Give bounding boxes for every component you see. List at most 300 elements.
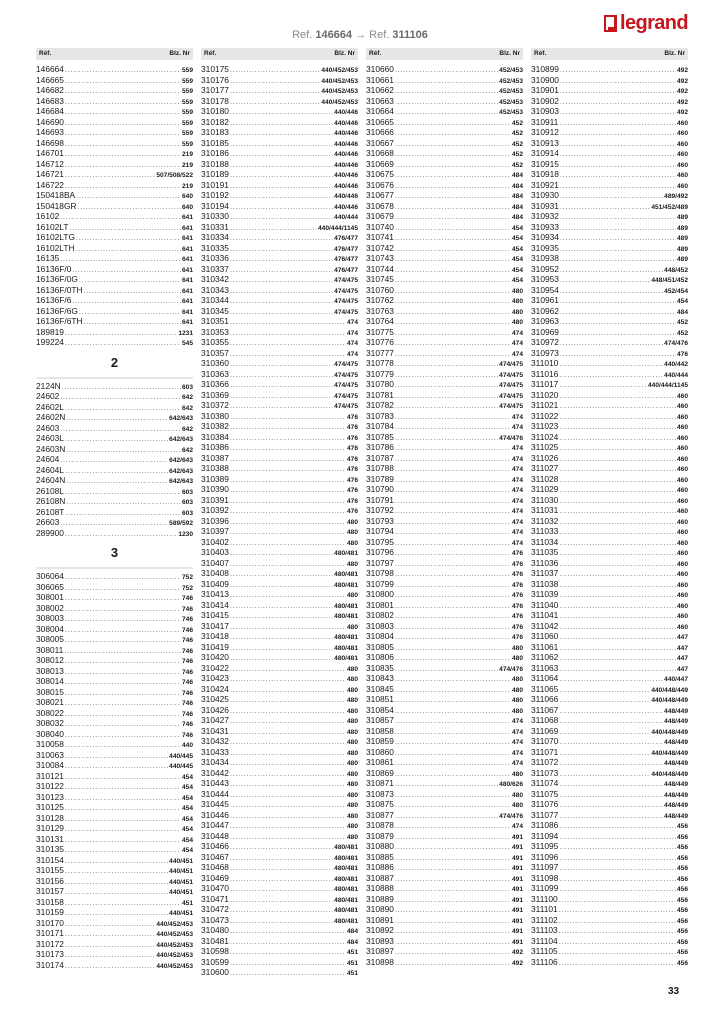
reference-number: 310342 xyxy=(201,274,229,284)
page-reference: 452 xyxy=(676,329,688,337)
dot-leader xyxy=(65,888,168,899)
dot-leader xyxy=(559,402,676,413)
dot-leader xyxy=(559,360,663,371)
index-entry xyxy=(531,946,688,957)
page-reference: 492 xyxy=(511,949,523,956)
dot-leader xyxy=(395,255,511,266)
page-reference: 641 xyxy=(181,319,193,326)
dot-leader xyxy=(559,465,676,476)
reference-number: 311074 xyxy=(531,778,559,788)
reference-number: 146665 xyxy=(36,74,64,85)
reference-number: 311099 xyxy=(531,883,559,893)
page-reference: 440/445 xyxy=(169,763,193,770)
page-reference: 448/449 xyxy=(664,791,688,799)
reference-number: 308040 xyxy=(36,728,64,739)
dot-leader xyxy=(65,783,181,794)
page-reference: 492 xyxy=(676,77,688,85)
reference-number: 24603L xyxy=(36,433,64,443)
dot-leader xyxy=(65,636,181,647)
page-reference: 456 xyxy=(676,886,688,893)
index-entry xyxy=(201,411,358,422)
reference-number: 308002 xyxy=(36,602,64,613)
page-reference: 480 xyxy=(346,739,358,746)
page-reference: 642/643 xyxy=(169,436,193,443)
index-entry xyxy=(201,390,358,401)
dot-leader xyxy=(559,612,676,623)
index-entry xyxy=(36,655,193,666)
dot-leader xyxy=(230,476,346,487)
dot-leader xyxy=(395,581,511,592)
dot-leader xyxy=(65,794,181,805)
dot-leader xyxy=(395,623,511,634)
dot-leader xyxy=(559,959,676,970)
index-entry xyxy=(201,264,358,275)
reference-number: 310425 xyxy=(201,694,229,704)
index-entry xyxy=(36,75,193,86)
dot-leader xyxy=(559,686,650,697)
index-entry xyxy=(366,621,523,632)
reference-number: 310389 xyxy=(201,473,229,484)
index-entry xyxy=(201,190,358,201)
reference-number: 24602N xyxy=(36,412,66,422)
page-reference: 489 xyxy=(676,235,688,242)
reference-number: 24603N xyxy=(36,443,66,454)
reference-number: 310345 xyxy=(201,305,229,316)
index-entry xyxy=(366,306,523,317)
dot-leader xyxy=(65,815,181,826)
index-entry xyxy=(366,757,523,768)
index-entry xyxy=(531,705,688,716)
dot-leader xyxy=(395,224,511,235)
reference-number: 310669 xyxy=(366,158,394,169)
reference-number: 311106 xyxy=(531,956,558,967)
index-entry xyxy=(36,117,193,128)
index-entry xyxy=(36,592,193,603)
dot-leader xyxy=(230,360,333,371)
reference-number: 310912 xyxy=(531,127,559,137)
index-column-4 xyxy=(531,48,688,978)
page-reference: 641 xyxy=(181,308,193,316)
page-reference: 484 xyxy=(511,193,523,200)
index-entry xyxy=(36,85,193,96)
dot-leader xyxy=(65,752,168,763)
reference-number: 26108N xyxy=(36,496,66,506)
dot-leader xyxy=(559,875,676,886)
dot-leader xyxy=(78,203,181,214)
reference-number: 311094 xyxy=(531,830,559,841)
index-entry xyxy=(366,75,523,86)
page-reference: 480/481 xyxy=(334,655,358,662)
reference-number: 310899 xyxy=(531,64,559,74)
index-entry xyxy=(366,516,523,527)
reference-number: 310743 xyxy=(366,253,394,263)
dot-leader xyxy=(559,413,676,424)
reference-number: 2124N xyxy=(36,380,61,391)
index-entry xyxy=(531,474,688,485)
reference-number: 310172 xyxy=(36,938,64,949)
index-entry xyxy=(531,862,688,873)
dot-leader xyxy=(395,318,511,329)
entry-list xyxy=(36,381,193,539)
reference-number: 310382 xyxy=(201,421,229,431)
dot-leader xyxy=(560,87,676,98)
reference-number: 310930 xyxy=(531,190,559,200)
page-reference: 474 xyxy=(511,455,523,463)
dot-leader xyxy=(560,140,676,151)
index-entry xyxy=(366,348,523,359)
page-reference: 642 xyxy=(181,394,193,401)
index-entry xyxy=(36,433,193,444)
index-entry xyxy=(201,589,358,600)
index-entry xyxy=(36,169,193,180)
reference-number: 310893 xyxy=(366,935,394,946)
page-reference: 447 xyxy=(676,644,688,652)
page-reference: 491 xyxy=(511,886,523,893)
dot-leader xyxy=(64,647,181,658)
reference-number: 310661 xyxy=(366,74,394,85)
page-reference: 492 xyxy=(676,88,688,95)
dot-leader xyxy=(395,360,498,371)
dot-leader xyxy=(560,297,676,308)
page-reference: 480 xyxy=(511,686,523,694)
page-reference: 448/449 xyxy=(664,781,688,788)
reference-number: 310363 xyxy=(201,368,229,379)
reference-number: 16102LTH xyxy=(36,242,75,253)
reference-number: 310122 xyxy=(36,781,64,791)
dot-leader xyxy=(395,497,511,508)
dot-leader xyxy=(395,780,498,791)
reference-number: 310084 xyxy=(36,760,64,770)
dot-leader xyxy=(230,770,346,781)
dot-leader xyxy=(230,896,333,907)
index-entry xyxy=(201,306,358,317)
dot-leader xyxy=(230,140,333,151)
reference-number: 310434 xyxy=(201,757,229,767)
reference-number: 16102LTG xyxy=(36,232,75,242)
reference-number: 310384 xyxy=(201,431,229,442)
reference-number: 310480 xyxy=(201,925,229,935)
page-reference: 448/449 xyxy=(664,707,688,715)
dot-leader xyxy=(559,560,676,571)
dot-leader xyxy=(395,696,511,707)
page-reference: 452/453 xyxy=(499,109,523,116)
index-entry xyxy=(36,402,193,413)
dot-leader xyxy=(395,161,511,172)
dot-leader xyxy=(395,476,511,487)
page-reference: 492 xyxy=(676,109,688,116)
dot-leader xyxy=(230,497,346,508)
page-reference: 642 xyxy=(181,425,193,433)
reference-number: 311010 xyxy=(531,358,559,368)
index-entry xyxy=(531,715,688,726)
page-reference: 484 xyxy=(511,203,523,211)
index-entry xyxy=(366,148,523,159)
page-reference: 474 xyxy=(511,487,523,494)
index-entry xyxy=(531,180,688,191)
index-entry xyxy=(36,486,193,497)
dot-leader xyxy=(65,741,181,752)
index-entry xyxy=(366,358,523,369)
page-reference: 642 xyxy=(181,446,193,454)
reference-number: 146693 xyxy=(36,127,64,137)
reference-number: 310185 xyxy=(201,137,229,148)
index-entry xyxy=(366,768,523,779)
dot-leader xyxy=(395,738,511,749)
reference-number: 311028 xyxy=(531,473,559,484)
column-header xyxy=(531,48,688,60)
index-entry xyxy=(201,316,358,327)
dot-leader xyxy=(395,66,498,77)
dot-leader xyxy=(560,266,663,277)
dot-leader xyxy=(559,444,676,455)
page-reference: 474 xyxy=(511,823,523,830)
reference-number: 310677 xyxy=(366,190,394,200)
index-entry xyxy=(201,148,358,159)
index-entry xyxy=(366,631,523,642)
reference-number: 16136F/6TH xyxy=(36,316,83,326)
page-reference: 476 xyxy=(346,455,358,463)
reference-number: 310174 xyxy=(36,959,64,970)
index-entry xyxy=(201,201,358,212)
page-reference: 456 xyxy=(676,959,688,967)
index-entry xyxy=(366,873,523,884)
reference-number: 308004 xyxy=(36,623,64,634)
dot-leader xyxy=(65,699,181,710)
dot-leader xyxy=(230,434,346,445)
dot-leader xyxy=(66,477,168,488)
page-reference: 476 xyxy=(511,613,523,620)
page-reference: 559 xyxy=(181,77,193,85)
dot-leader xyxy=(60,456,168,467)
reference-number: 310175 xyxy=(201,64,229,74)
dot-leader xyxy=(559,644,676,655)
reference-number: 310372 xyxy=(201,400,229,410)
page-reference: 480 xyxy=(346,686,358,694)
index-entry xyxy=(366,537,523,548)
dot-leader xyxy=(65,161,181,172)
reference-number: 310902 xyxy=(531,95,559,106)
dot-leader xyxy=(395,444,511,455)
index-entry xyxy=(201,673,358,684)
page-reference: 474/475 xyxy=(499,382,523,389)
reference-number: 310887 xyxy=(366,872,394,883)
reference-number: 311068 xyxy=(531,715,559,725)
dot-leader xyxy=(560,245,676,256)
page-reference: 480 xyxy=(511,791,523,799)
index-entry xyxy=(531,442,688,453)
reference-number: 310679 xyxy=(366,211,394,221)
dot-leader xyxy=(395,759,511,770)
dot-leader xyxy=(65,710,181,721)
page-reference: 480/481 xyxy=(334,896,358,904)
index-entry xyxy=(531,127,688,138)
reference-number: 310431 xyxy=(201,725,229,736)
reference-number: 310913 xyxy=(531,137,559,148)
page-reference: 480 xyxy=(511,770,523,778)
logo-text: legrand xyxy=(620,12,689,34)
reference-number: 311076 xyxy=(531,799,559,809)
reference-number: 146664 xyxy=(36,64,64,74)
reference-number: 310861 xyxy=(366,757,394,767)
page-reference: 746 xyxy=(181,595,193,602)
index-entry xyxy=(531,495,688,506)
index-entry xyxy=(201,463,358,474)
index-entry xyxy=(36,507,193,518)
dot-leader xyxy=(65,762,168,773)
index-entry xyxy=(201,537,358,548)
dot-leader xyxy=(395,287,511,298)
dot-leader xyxy=(395,171,511,182)
reference-number: 310186 xyxy=(201,148,229,158)
index-entry xyxy=(366,862,523,873)
index-entry xyxy=(531,159,688,170)
index-entry xyxy=(36,232,193,243)
reference-number: 310740 xyxy=(366,221,394,232)
reference-number: 310183 xyxy=(201,127,229,137)
index-entry xyxy=(531,936,688,947)
index-entry xyxy=(531,138,688,149)
page-reference: 474 xyxy=(511,739,523,746)
reference-number: 311041 xyxy=(531,610,559,620)
page-reference: 440/446 xyxy=(334,193,358,200)
page-reference: 474/476 xyxy=(499,812,523,820)
page-reference: 460 xyxy=(676,497,688,505)
range-to: 311106 xyxy=(392,29,428,41)
index-entry xyxy=(36,381,193,392)
index-entry xyxy=(531,537,688,548)
dot-leader xyxy=(84,318,181,329)
index-entry xyxy=(531,211,688,222)
reference-number: 310776 xyxy=(366,337,394,347)
logo-mark-icon xyxy=(604,15,617,32)
index-entry xyxy=(36,211,193,222)
page-reference: 460 xyxy=(676,476,688,484)
dot-leader xyxy=(560,203,650,214)
dot-leader xyxy=(65,467,168,478)
index-entry xyxy=(36,96,193,107)
index-entry xyxy=(366,85,523,96)
page-reference: 456 xyxy=(676,833,688,841)
reference-number: 310355 xyxy=(201,337,229,347)
reference-number: 311101 xyxy=(531,904,558,914)
index-entry xyxy=(36,939,193,950)
index-entry xyxy=(531,75,688,86)
index-entry xyxy=(36,771,193,782)
reference-number: 310176 xyxy=(201,74,229,85)
dot-leader xyxy=(230,77,320,88)
index-entry xyxy=(366,316,523,327)
page-reference: 452/453 xyxy=(499,98,523,106)
index-entry xyxy=(36,813,193,824)
index-entry xyxy=(36,571,193,582)
index-entry xyxy=(531,736,688,747)
page-reference: 489 xyxy=(676,214,688,221)
index-entry xyxy=(201,558,358,569)
index-entry xyxy=(36,391,193,402)
dot-leader xyxy=(230,381,333,392)
reference-number: 310426 xyxy=(201,704,229,715)
reference-index xyxy=(36,48,688,978)
reference-number: 146698 xyxy=(36,137,64,148)
page-reference: 440/448/449 xyxy=(651,697,688,704)
reference-number: 16136F/0 xyxy=(36,263,72,274)
reference-number: 310878 xyxy=(366,820,394,830)
dot-leader xyxy=(559,749,650,760)
index-entry xyxy=(531,526,688,537)
reference-number: 310898 xyxy=(366,956,394,967)
page-reference: 440/446 xyxy=(334,119,358,127)
reference-number: 310157 xyxy=(36,886,64,896)
reference-number: 310791 xyxy=(366,494,394,505)
dot-leader xyxy=(560,318,676,329)
page-reference: 746 xyxy=(181,616,193,623)
dot-leader xyxy=(65,941,155,952)
reference-number: 310159 xyxy=(36,907,64,917)
reference-number: 310135 xyxy=(36,844,64,854)
page-reference: 476 xyxy=(511,581,523,589)
dot-leader xyxy=(559,791,663,802)
index-entry xyxy=(366,495,523,506)
dot-leader xyxy=(559,476,676,487)
dot-leader xyxy=(65,951,155,962)
dot-leader xyxy=(230,948,346,959)
reference-number: 310890 xyxy=(366,904,394,914)
page-reference: 491 xyxy=(511,875,523,883)
index-column-3 xyxy=(366,48,523,978)
index-entry xyxy=(201,526,358,537)
reference-number: 311038 xyxy=(531,578,559,589)
dot-leader xyxy=(230,728,346,739)
reference-number: 311095 xyxy=(531,841,559,851)
dot-leader xyxy=(560,308,676,319)
dot-leader xyxy=(395,686,511,697)
page-reference: 480 xyxy=(511,707,523,715)
dot-leader xyxy=(559,518,676,529)
page-reference: 448/452 xyxy=(664,266,688,274)
page-reference: 448/449 xyxy=(664,812,688,820)
index-entry xyxy=(366,432,523,443)
reference-number: 310918 xyxy=(531,169,559,179)
index-entry xyxy=(366,936,523,947)
reference-number: 310914 xyxy=(531,148,559,158)
index-entry xyxy=(366,285,523,296)
dot-leader xyxy=(230,938,346,949)
page-reference: 642/643 xyxy=(169,457,193,464)
dot-leader xyxy=(395,392,498,403)
index-entry xyxy=(201,295,358,306)
page-reference: 440/452/453 xyxy=(156,920,193,928)
dot-leader xyxy=(65,594,181,605)
dot-leader xyxy=(65,962,155,973)
reference-number: 146684 xyxy=(36,106,64,116)
page-reference: 1231 xyxy=(178,329,193,337)
reference-number: 311021 xyxy=(531,400,559,410)
page-reference: 603 xyxy=(181,499,193,506)
reference-number: 310782 xyxy=(366,400,394,410)
page-reference: 440/448/449 xyxy=(651,728,688,736)
page-reference: 476/477 xyxy=(334,245,358,253)
reference-number: 310444 xyxy=(201,788,229,799)
page-reference: 460 xyxy=(676,623,688,631)
page-reference: 440/446 xyxy=(334,130,358,137)
dot-leader xyxy=(79,276,181,287)
index-entry xyxy=(201,274,358,285)
index-entry xyxy=(531,453,688,464)
dot-leader xyxy=(66,414,168,425)
page-reference: 474 xyxy=(511,445,523,452)
index-entry xyxy=(531,358,688,369)
dot-leader xyxy=(559,392,676,403)
